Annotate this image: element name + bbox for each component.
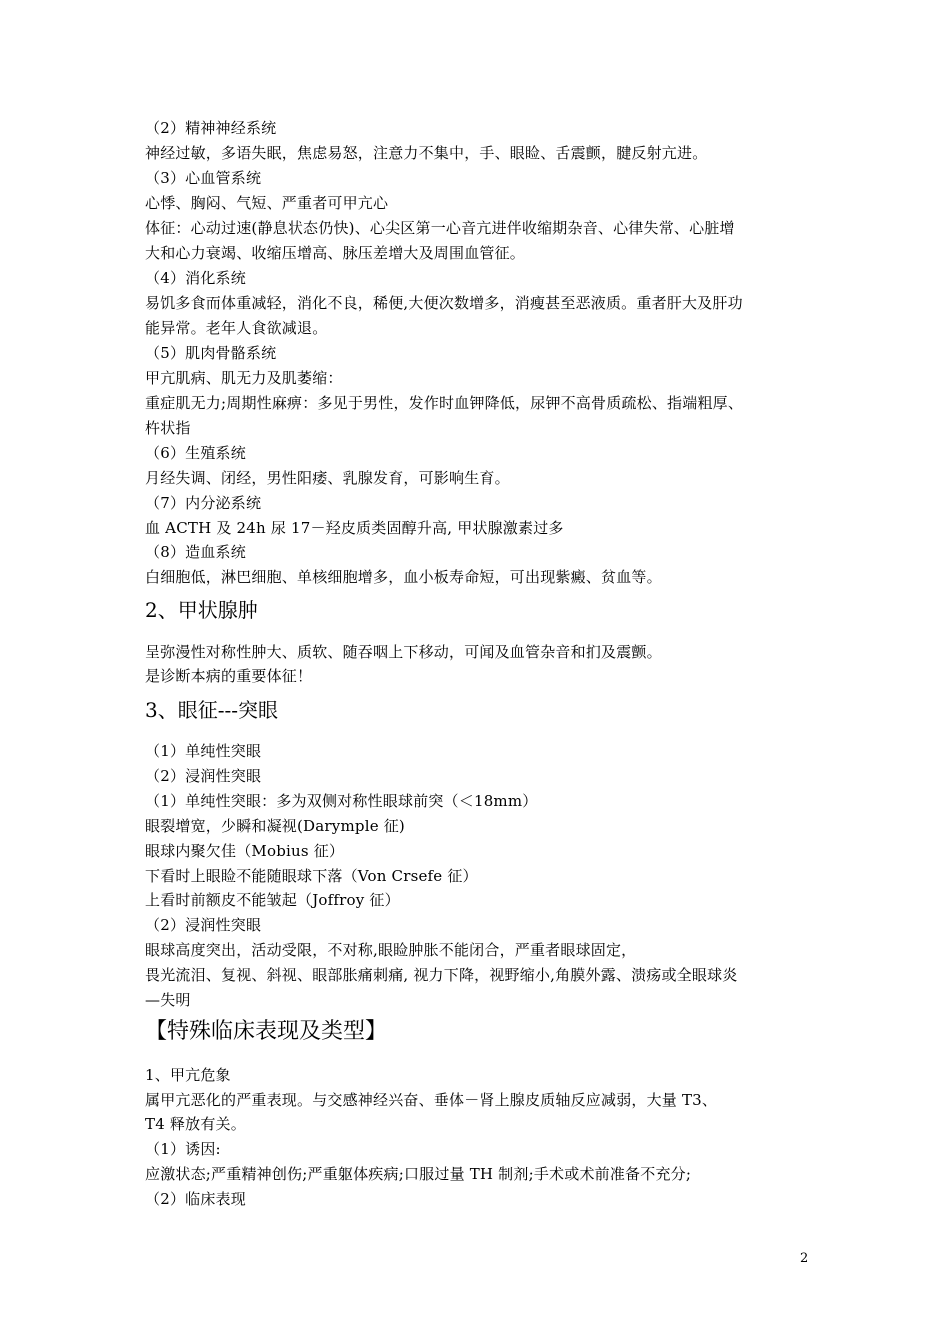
list-item: （2）浸润性突眼 [145, 767, 262, 785]
paragraph-line: 应激状态;严重精神创伤;严重躯体疾病;口服过量 TH 制剂;手术或术前准备不充分; [145, 1165, 692, 1183]
paragraph-line: 心悸、胸闷、气短、严重者可甲亢心 [145, 194, 389, 212]
section-heading-reproductive: （6）生殖系统 [145, 444, 246, 462]
paragraph-line: 能异常。老年人食欲减退。 [145, 319, 328, 337]
paragraph-line: 甲亢肌病、肌无力及肌萎缩： [145, 369, 343, 387]
paragraph-line: 是诊断本病的重要体征！ [145, 667, 313, 685]
list-item: （2）浸润性突眼 [145, 916, 262, 934]
paragraph-line: 月经失调、闭经，男性阳痿、乳腺发育，可影响生育。 [145, 469, 510, 487]
subheading-thyroid-crisis: 1、甲亢危象 [145, 1066, 231, 1084]
paragraph-line: 易饥多食而体重减轻，消化不良，稀便,大便次数增多，消瘦甚至恶液质。重者肝大及肝功 [145, 294, 743, 312]
paragraph-line: 眼球高度突出，活动受限，不对称,眼睑肿胀不能闭合，严重者眼球固定， [145, 941, 637, 959]
paragraph-line: 白细胞低，淋巴细胞、单核细胞增多，血小板寿命短，可出现紫癜、贫血等。 [145, 568, 662, 586]
paragraph-line: 畏光流泪、复视、斜视、眼部胀痛刺痛, 视力下降，视野缩小,角膜外露、溃疡或全眼球炎 [145, 966, 738, 984]
heading-special-clinical-types: 【特殊临床表现及类型】 [145, 1019, 388, 1044]
paragraph-line: 大和心力衰竭、收缩压增高、脉压差增大及周围血管征。 [145, 244, 526, 262]
list-item: （1）诱因: [145, 1140, 221, 1158]
paragraph-line: 重症肌无力;周期性麻痹：多见于男性，发作时血钾降低，尿钾不高骨质疏松、指端粗厚、 [145, 394, 744, 412]
paragraph-line: 杵状指 [145, 419, 191, 437]
list-item: （1）单纯性突眼 [145, 742, 262, 760]
heading-goiter: 2、甲状腺肿 [145, 598, 258, 622]
paragraph-line: 属甲亢恶化的严重表现。与交感神经兴奋、垂体－肾上腺皮质轴反应减弱，大量 T3、 [145, 1091, 718, 1109]
page-number: 2 [800, 1251, 809, 1266]
heading-eye-signs: 3、眼征---突眼 [145, 698, 278, 722]
paragraph-line: T4 释放有关。 [145, 1115, 246, 1133]
section-heading-cardiovascular: （3）心血管系统 [145, 169, 262, 187]
list-item: 眼球内聚欠佳（Mobius 征） [145, 842, 345, 860]
paragraph-line: 体征：心动过速(静息状态仍快)、心尖区第一心音亢进伴收缩期杂音、心律失常、心脏增 [145, 219, 735, 237]
section-heading-endocrine: （7）内分泌系统 [145, 494, 262, 512]
list-item: （1）单纯性突眼：多为双侧对称性眼球前突（＜18mm） [145, 792, 538, 810]
list-item: 眼裂增宽，少瞬和凝视(Darymple 征) [145, 817, 405, 835]
paragraph-line: 神经过敏，多语失眠，焦虑易怒，注意力不集中，手、眼睑、舌震颤，腱反射亢进。 [145, 144, 708, 162]
list-item: 上看时前额皮不能皱起（Joffroy 征） [145, 891, 400, 909]
paragraph-line: 血 ACTH 及 24h 尿 17－羟皮质类固醇升高, 甲状腺激素过多 [145, 519, 564, 537]
list-item: 下看时上眼睑不能随眼球下落（Von Crsefe 征） [145, 867, 478, 885]
list-item: （2）临床表现 [145, 1190, 246, 1208]
paragraph-line: 呈弥漫性对称性肿大、质软、随吞咽上下移动，可闻及血管杂音和扪及震颤。 [145, 643, 662, 661]
paragraph-line: —失明 [145, 991, 191, 1009]
section-heading-digestive: （4）消化系统 [145, 269, 246, 287]
section-heading-nervous-system: （2）精神神经系统 [145, 119, 277, 137]
section-heading-hematopoietic: （8）造血系统 [145, 543, 246, 561]
section-heading-musculoskeletal: （5）肌肉骨骼系统 [145, 344, 277, 362]
